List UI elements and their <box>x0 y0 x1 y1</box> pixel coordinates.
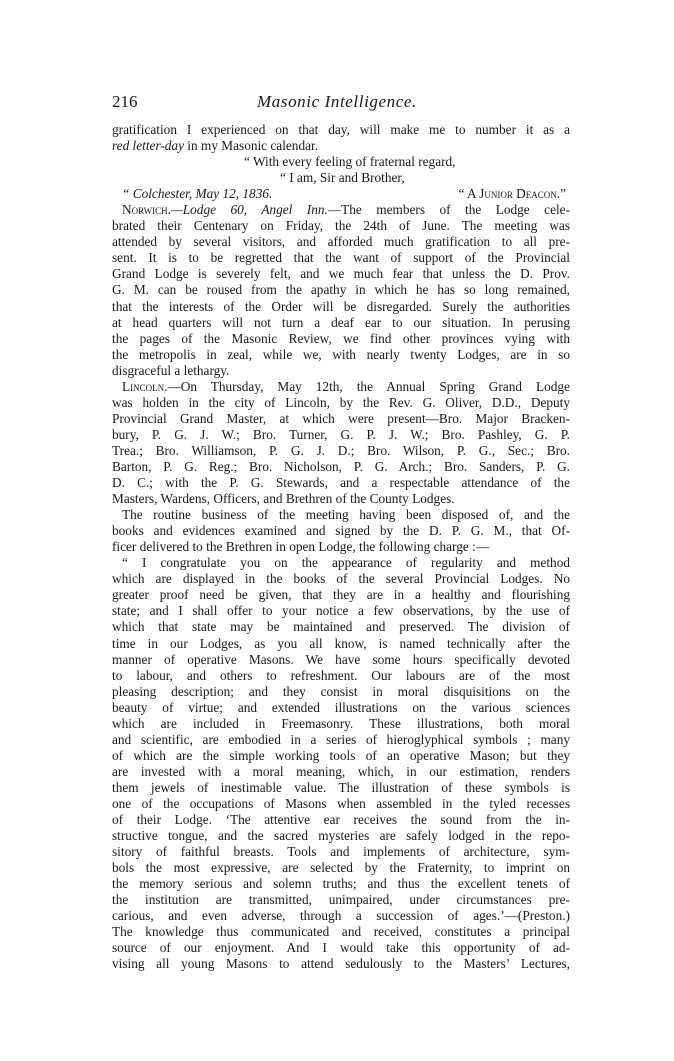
charge-line: which are displayed in the books of the several Provincial Lodges. No <box>112 571 570 587</box>
letter-salutation: “ I am, Sir and Brother, <box>280 170 405 186</box>
norwich-line: Grand Lodge is severely felt, and we much fear that unless the D. Prov. <box>112 266 570 282</box>
charge-line: to labour, and others to refreshment. Our labours are of the most <box>112 667 570 683</box>
letter-signature-row <box>112 186 570 202</box>
lincoln-line: Masters, Wardens, Officers, and Brethren of the County Lodges. <box>112 491 455 507</box>
signature: “ A Junior Deacon.” <box>458 186 566 202</box>
letter-line-text: in my Masonic calendar. <box>183 138 319 154</box>
charge-line: source of our enjoyment. And I would take this opportunity of ad- <box>112 940 570 956</box>
running-title: Masonic Intelligence. <box>257 92 417 111</box>
lincoln-line: Barton, P. G. Reg.; Bro. Nicholson, P. G. Arch.; Bro. Sanders, P. G. <box>112 458 570 474</box>
lincoln-line: Trea.; Bro. Williamson, P. G. J. D.; Bro. Wilson, P. G., Sec.; Bro. <box>112 442 570 458</box>
charge-line: “ I congratulate you on the appearance of regularity and method <box>122 555 570 571</box>
norwich-text: —The members of the Lodge cele- <box>327 202 570 218</box>
routine-line: ficer delivered to the Brethren in open Lodge, the following charge :— <box>112 539 490 555</box>
norwich-first-line <box>112 202 570 218</box>
lincoln-first-line <box>112 379 570 395</box>
norwich-line: the metropolis in zeal, while we, with nearly twenty Lodges, are in so <box>112 346 570 362</box>
charge-line: and scientific, are embodied in a series of hieroglyphical symbols ; many <box>112 731 570 747</box>
page-header <box>112 92 570 116</box>
charge-line: bols the most expressive, are selected by the Fraternity, to imprint on <box>112 860 570 876</box>
norwich-line: sent. It is to be regretted that the want of support of the Provincial <box>112 250 570 266</box>
page-body <box>112 122 570 972</box>
norwich-line: brated their Centenary on Friday, the 24th of June. The meeting was <box>112 218 570 234</box>
charge-line: one of the occupations of Masons when assembled in the tyled recesses <box>112 795 570 811</box>
charge-line: state; and I shall offer to your notice a few observations, by the use of <box>112 603 570 619</box>
charge-line: of which are the simple working tools of an operative Mason; but they <box>112 747 570 763</box>
charge-line: which that state may be maintained and preserved. The division of <box>112 619 570 635</box>
lincoln-line: was holden in the city of Lincoln, by the Rev. G. Oliver, D.D., Deputy <box>112 394 570 410</box>
charge-line: vising all young Masons to attend sedulously to the Masters’ Lectures, <box>112 956 570 972</box>
lincoln-line: Provincial Grand Master, at which were present—Bro. Major Bracken- <box>112 410 570 426</box>
charge-line: the institution are transmitted, unimpaired, under circumstances pre- <box>112 892 570 908</box>
norwich-line: G. M. can be roused from the apathy in which he has so long remained, <box>112 282 570 298</box>
charge-line: manner of operative Masons. We have some hours specifically devoted <box>112 651 570 667</box>
letter-salutation: “ With every feeling of fraternal regard, <box>244 154 456 170</box>
routine-line: The routine business of the meeting having been disposed of, and the <box>122 507 570 523</box>
charge-line: which are included in Freemasonry. These illustrations, both moral <box>112 715 570 731</box>
charge-line: time in our Lodges, as you all know, is named technically after the <box>112 635 570 651</box>
page-number: 216 <box>112 92 138 111</box>
charge-line: The knowledge thus communicated and received, constitutes a principal <box>112 924 570 940</box>
norwich-line: attended by several visitors, and afforded much gratification to all pre- <box>112 234 570 250</box>
charge-line: of their Lodge. ‘The attentive ear receives the sound from the in- <box>112 812 570 828</box>
lincoln-line: bury, P. G. J. W.; Bro. Turner, G. P. J. W.; Bro. Pashley, G. P. <box>112 426 570 442</box>
charge-line: beauty of virtue; and extended illustrations on the various sciences <box>112 699 570 715</box>
charge-line: pleasing description; and they consist in moral disquisitions on the <box>112 683 570 699</box>
charge-line: greater proof need be given, that they are in a healthy and flourishing <box>112 587 570 603</box>
lincoln-heading: Lincoln. <box>122 378 168 394</box>
norwich-line: that the interests of the Order will be disregarded. Surely the authorities <box>112 298 570 314</box>
charge-line: them jewels of inestimable value. The illustration of these symbols is <box>112 779 570 795</box>
book-page <box>112 92 570 972</box>
letter-line: gratification I experienced on that day, will make me to number it as a <box>112 122 570 137</box>
lincoln-line: D. C.; with the P. G. Stewards, and a respectable attendance of the <box>112 475 570 491</box>
charge-line: are invested with a moral meaning, which, in our estimation, renders <box>112 763 570 779</box>
norwich-line: the pages of the Masonic Review, we find other provinces vying with <box>112 330 570 346</box>
charge-line: carious, and even adverse, through a succession of ages.’—(Preston.) <box>112 908 570 924</box>
letter-line <box>112 138 570 154</box>
lincoln-text: —On Thursday, May 12th, the Annual Spring Grand Lodge <box>167 378 570 394</box>
norwich-line: at head quarters will not turn a deaf ear to our situation. In perusing <box>112 314 570 330</box>
italic-phrase: red letter-day <box>112 138 184 154</box>
place-date: “ Colchester, May 12, 1836. <box>122 186 273 202</box>
charge-line: sitory of faithful breasts. Tools and implements of architecture, sym- <box>112 844 570 860</box>
norwich-lodge: —Lodge 60, Angel Inn. <box>170 202 328 218</box>
charge-line: structive tongue, and the sacred mysteries are safely lodged in the repo- <box>112 828 570 844</box>
norwich-heading: Norwich. <box>122 202 171 218</box>
charge-line: the memory serious and solemn truths; and thus the excellent tenets of <box>112 876 570 892</box>
norwich-line: disgraceful a lethargy. <box>112 362 230 378</box>
routine-line: books and evidences examined and signed by the D. P. G. M., that Of- <box>112 523 570 539</box>
